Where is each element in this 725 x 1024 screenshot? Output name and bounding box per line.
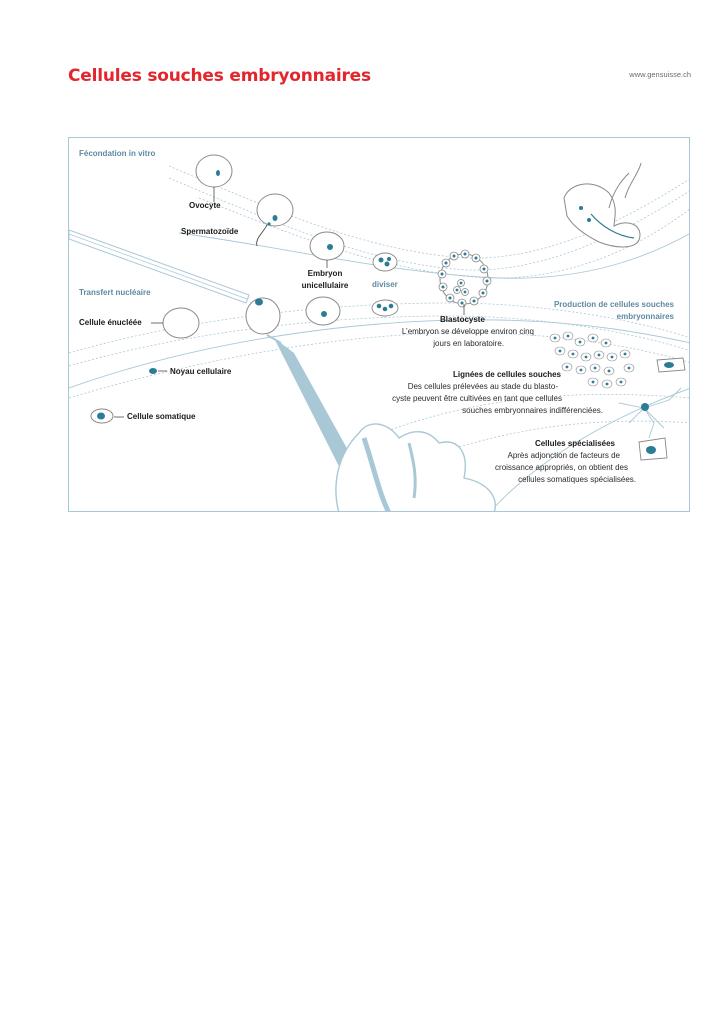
enucleated-cell (151, 308, 199, 338)
specialisees-desc-3: cellules somatiques spécialisées. (518, 475, 636, 484)
stem-cell-cluster (550, 332, 634, 388)
label-noyau: Noyau cellulaire (170, 367, 232, 376)
cloned-embryo (306, 297, 340, 325)
label-lignees: Lignées de cellules souches (452, 370, 561, 379)
cell-nucleus (149, 368, 167, 374)
label-blastocyste: Blastocyste (440, 315, 485, 324)
label-spermatozoide: Spermatozoïde (181, 227, 239, 236)
label-specialisees: Cellules spécialisées (534, 439, 615, 448)
blastocyste-desc-1: L’embryon se développe environ cinq (401, 327, 534, 336)
nuclear-transfer-egg (246, 298, 280, 334)
label-ovocyte: Ovocyte (189, 201, 221, 210)
site-url[interactable]: www.gensuisse.ch (629, 70, 691, 79)
label-production-2: embryonnaires (616, 312, 674, 321)
label-diviser: diviser (372, 280, 398, 289)
page-title: Cellules souches embryonnaires (68, 66, 371, 86)
label-production-1: Production de cellules souches (553, 300, 674, 309)
somatic-cell (91, 409, 124, 423)
fetus-illustration (564, 163, 641, 247)
label-cellule-enucleee: Cellule énucléée (79, 318, 142, 327)
stem-cell-diagram (68, 137, 690, 512)
needle-hand (267, 335, 495, 512)
oocyte-cell (196, 155, 232, 202)
label-transfert: Transfert nucléaire (79, 288, 151, 297)
label-unicellulaire: unicellulaire (301, 281, 349, 290)
specialisees-desc-1: Après adjonction de facteurs de (507, 451, 620, 460)
specialized-cells (619, 358, 685, 460)
specialisees-desc-2: croissance appropriés, on obtient des (495, 463, 628, 472)
label-embryon: Embryon (307, 269, 343, 278)
label-somatique: Cellule somatique (127, 412, 196, 421)
label-fecondation: Fécondation in vitro (79, 149, 156, 158)
single-cell-embryo (310, 232, 344, 268)
fertilized-egg (257, 194, 293, 246)
lignees-desc-2: cyste peuvent être cultivées en tant que cellules (392, 394, 562, 403)
blastocyst (438, 250, 491, 307)
blastocyste-desc-2: jours en laboratoire. (433, 339, 504, 348)
lignees-desc-1: Des cellules prélevées au stade du blasto- (407, 382, 558, 391)
lignees-desc-3: souches embryonnaires indifférenciées. (462, 406, 603, 415)
